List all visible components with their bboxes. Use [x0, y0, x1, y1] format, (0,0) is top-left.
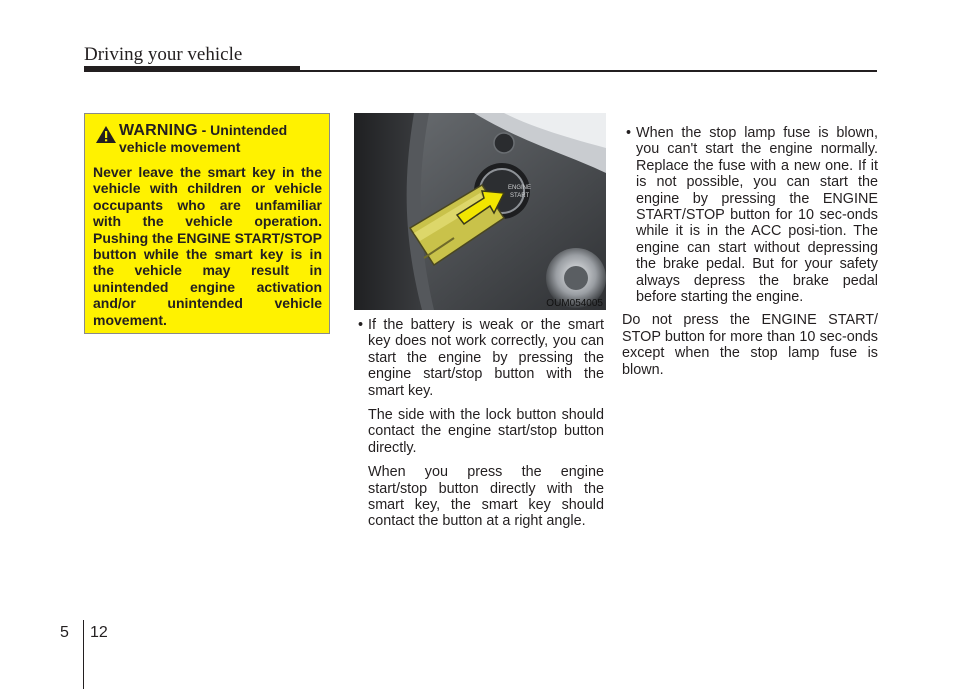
smart-key-illustration: [354, 113, 606, 310]
bullet-mark: •: [358, 317, 364, 333]
page-header-title: Driving your vehicle: [84, 44, 243, 65]
smart-key-photo: [354, 113, 606, 310]
header-rule-thick: [84, 66, 300, 72]
warning-triangle-icon: [95, 125, 117, 144]
bullet-text: When the stop lamp fuse is blown, you can't start the engine normally. Replace the fuse with a new one. If it is not possible, you can start the engine by pressing the ENGINE START/STOP button for 10 sec-onds while it is in the ACC posi-tion. The engine can start without depressing the brake pedal. But for your safety always depress the brake pedal before starting the engine.: [636, 125, 878, 306]
warning-subtitle: - Unintended: [197, 122, 288, 138]
engine-start-button-label-2: START: [510, 193, 530, 199]
page-number: 12: [90, 624, 108, 641]
warning-heading: [93, 122, 322, 156]
warning-box: [84, 113, 330, 334]
list-item: [622, 125, 878, 305]
figure-caption: OUM054005: [546, 298, 603, 309]
footer-divider: [83, 620, 84, 689]
column-right: [622, 125, 878, 378]
warning-text: Never leave the smart key in the vehicle with children or vehicle occupants who are unfamiliar with the vehicle operation. Pushing the ENGINE START/STOP button while the smart key is in the vehicle may result in unintended engine activation and/or unintended vehicle movement.: [93, 164, 322, 328]
warning-label: WARNING: [119, 122, 198, 139]
paragraph: The side with the lock button should contact the engine start/stop button directly.: [368, 407, 604, 456]
chapter-number: 5: [60, 624, 69, 641]
paragraph: Do not press the ENGINE START/ STOP button for more than 10 sec-onds except when the stop lamp fuse is blown.: [622, 312, 878, 378]
list-item: [354, 317, 604, 399]
paragraph: When you press the engine start/stop button directly with the smart key, the smart key should contact the button at a right angle.: [368, 464, 604, 530]
warning-subtitle-line2: vehicle movement: [119, 139, 241, 155]
column-middle: [354, 317, 604, 530]
bullet-text: If the battery is weak or the smart key does not work correctly, you can start the engine by pressing the engine start/stop button with the smart key.: [368, 317, 604, 399]
engine-start-button-label: ENGINE: [508, 185, 532, 191]
bullet-mark: •: [626, 125, 632, 141]
header-rule-thin: [300, 70, 877, 72]
